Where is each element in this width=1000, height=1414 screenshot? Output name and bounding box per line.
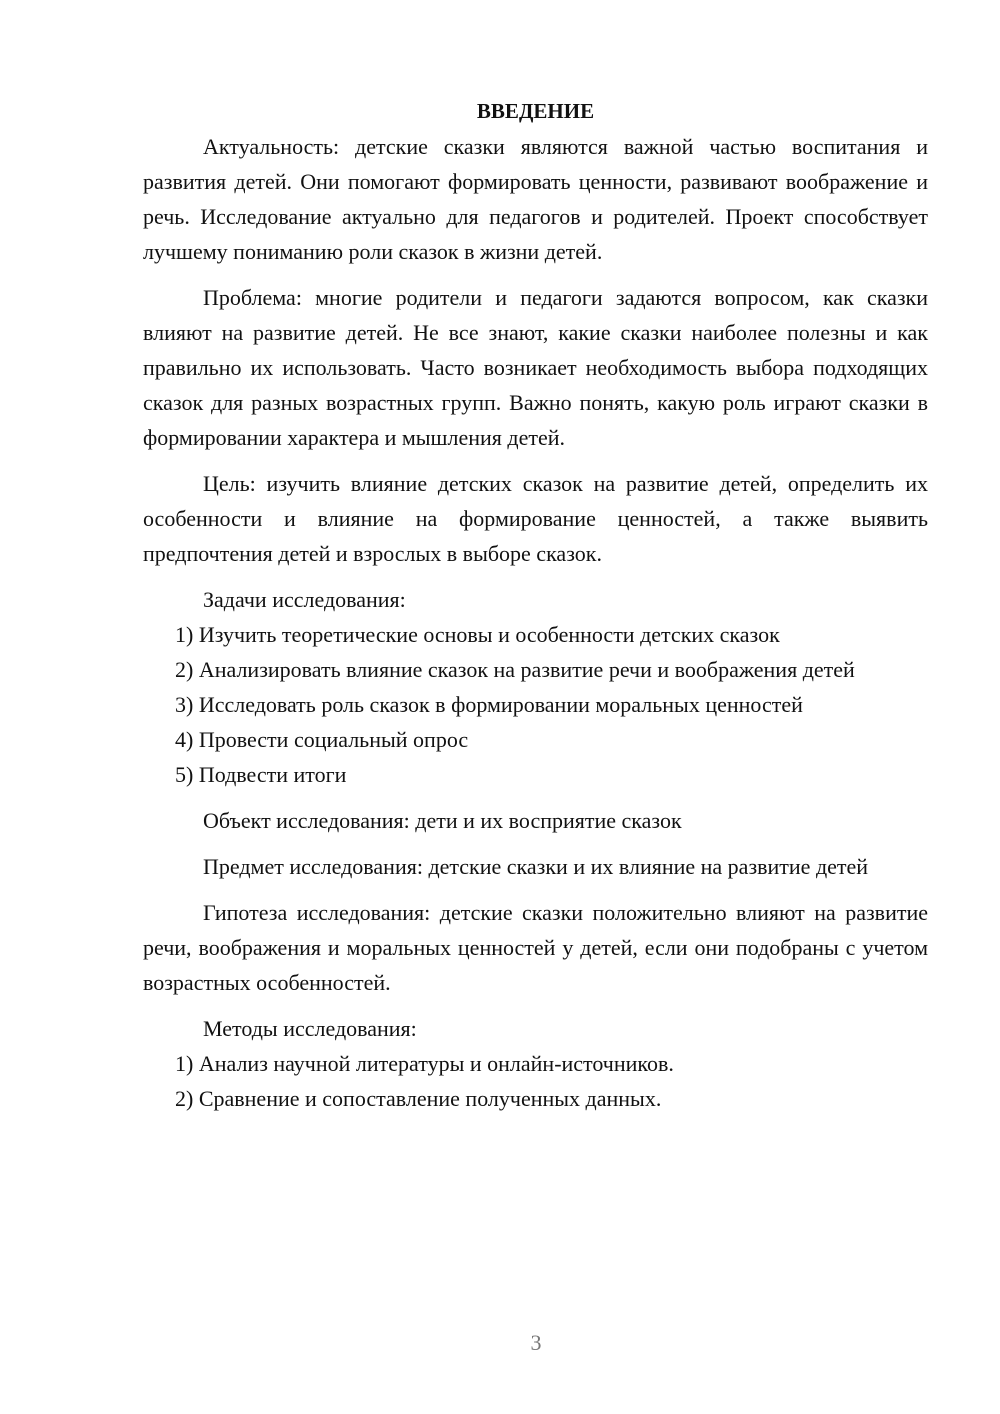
relevance-paragraph: Актуальность: детские сказки являются важной частью воспитания и развития детей. Они помогают формировать ценности, развивают воображение и речь. Исследование актуально для педагогов и родителей. Проект способствует лучшему пониманию роли сказок в жизни детей. xyxy=(143,134,928,264)
task-item: 1) Изучить теоретические основы и особенности детских сказок xyxy=(175,622,780,647)
page-content xyxy=(143,94,928,1116)
page-number: 3 xyxy=(530,1330,542,1355)
tasks-heading: Задачи исследования: xyxy=(203,587,406,612)
problem-paragraph: Проблема: многие родители и педагоги задаются вопросом, как сказки влияют на развитие детей. Не все знают, какие сказки наиболее полезны и как правильно их использовать. Часто возникает необходимость выбора подходящих сказок для разных возрастных групп. Важно понять, какую роль играют сказки в формировании характера и мышления детей. xyxy=(143,285,928,450)
task-item: 3) Исследовать роль сказок в формировании моральных ценностей xyxy=(175,692,803,717)
object-paragraph: Объект исследования: дети и их восприятие сказок xyxy=(203,808,682,833)
methods-heading: Методы исследования: xyxy=(203,1016,417,1041)
subject-paragraph: Предмет исследования: детские сказки и их влияние на развитие детей xyxy=(203,854,869,879)
task-item: 4) Провести социальный опрос xyxy=(175,727,469,752)
section-title: ВВЕДЕНИЕ xyxy=(476,99,595,123)
goal-paragraph: Цель: изучить влияние детских сказок на развитие детей, определить их особенности и влияние на формирование ценностей, а также выявить предпочтения детей и взрослых в выборе сказок. xyxy=(143,471,928,566)
method-item: 1) Анализ научной литературы и онлайн-источников. xyxy=(175,1051,674,1076)
method-item: 2) Сравнение и сопоставление полученных данных. xyxy=(175,1086,662,1111)
task-item: 2) Анализировать влияние сказок на развитие речи и воображения детей xyxy=(175,657,855,682)
task-item: 5) Подвести итоги xyxy=(175,762,347,787)
hypothesis-paragraph: Гипотеза исследования: детские сказки положительно влияют на развитие речи, воображения и моральных ценностей у детей, если они подобраны с учетом возрастных особенностей. xyxy=(143,900,928,995)
